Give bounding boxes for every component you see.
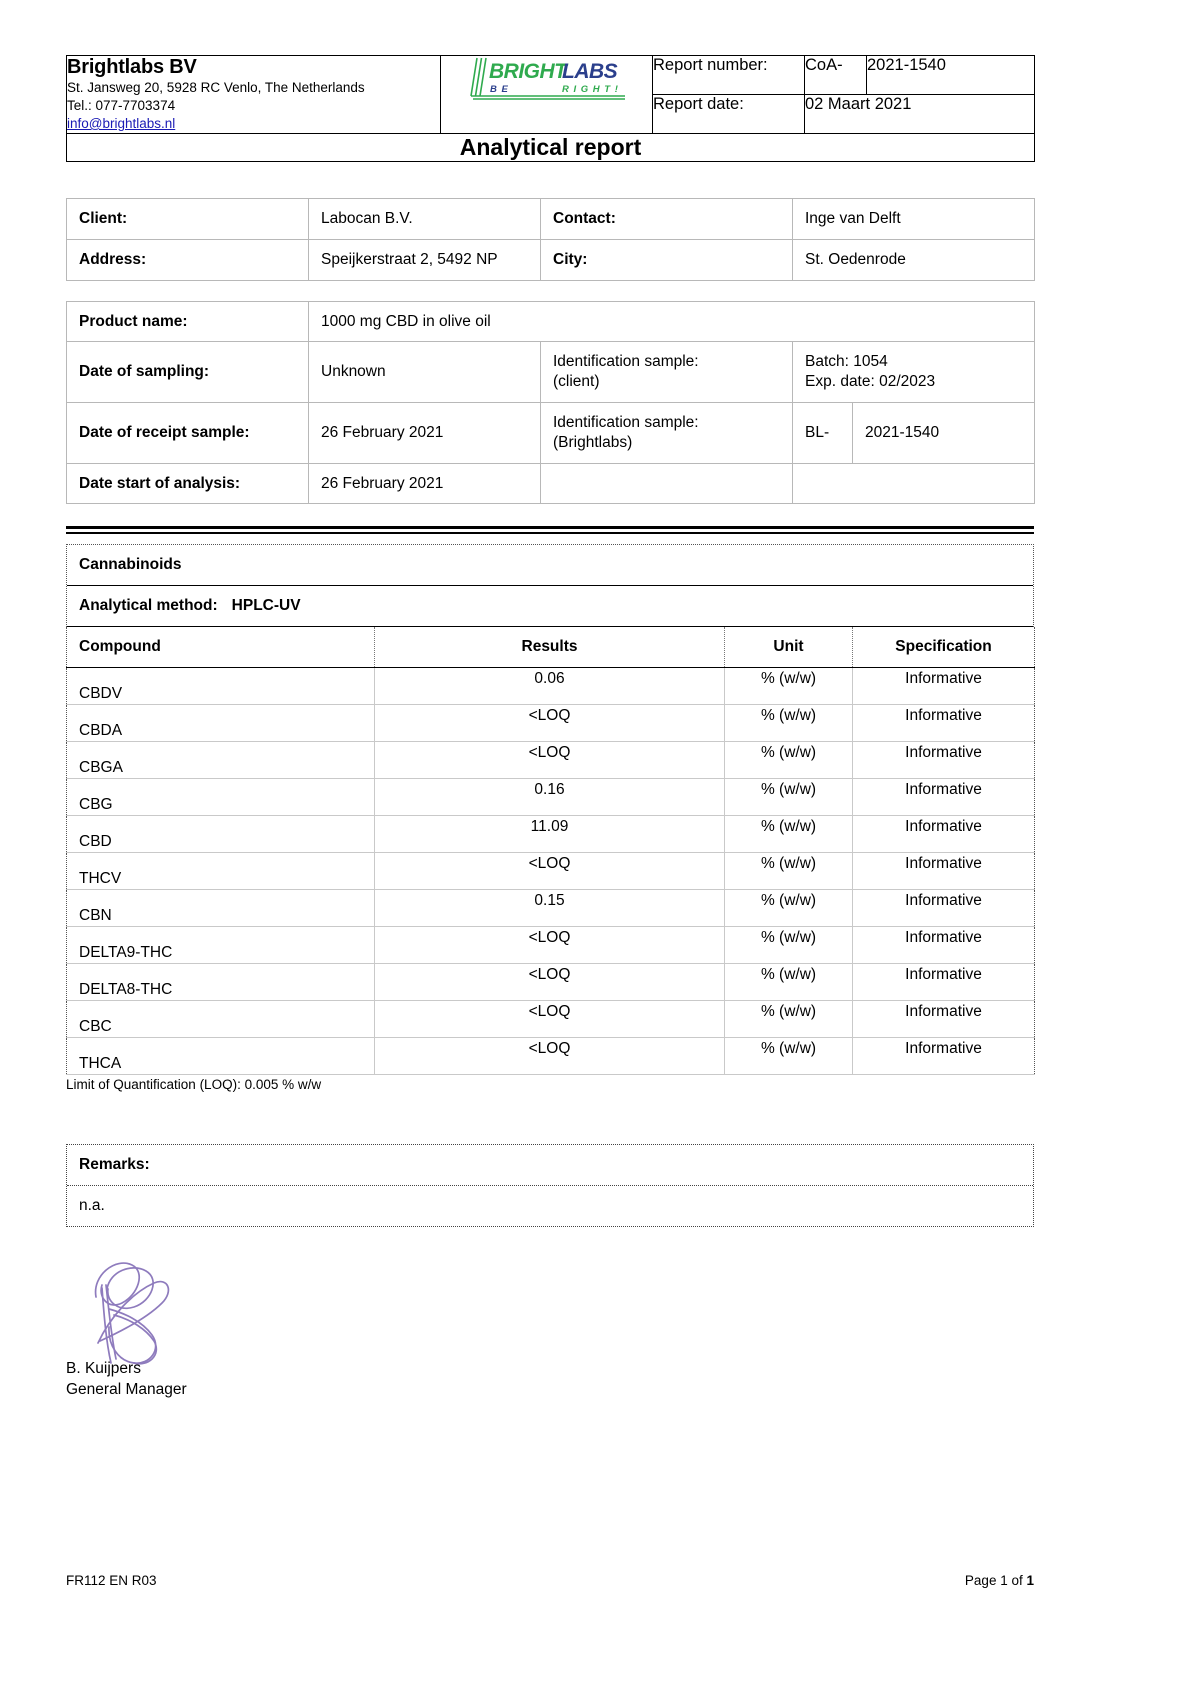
date-of-sampling-value: Unknown bbox=[309, 342, 541, 403]
remarks-label: Remarks: bbox=[67, 1145, 1033, 1186]
company-address: St. Jansweg 20, 5928 RC Venlo, The Netherlands bbox=[67, 80, 365, 95]
table-row bbox=[67, 853, 1035, 890]
table-row bbox=[67, 1001, 1035, 1038]
date-of-receipt-label: Date of receipt sample: bbox=[67, 403, 309, 464]
report-page bbox=[66, 0, 1034, 1398]
contact-label: Contact: bbox=[541, 198, 793, 239]
identification-sample-client-label: Identification sample: bbox=[553, 353, 699, 371]
cell-result: <LOQ bbox=[375, 705, 725, 742]
cell-result: <LOQ bbox=[375, 927, 725, 964]
table-row bbox=[67, 668, 1035, 705]
results-header-row bbox=[67, 627, 1035, 668]
cell-result: 11.09 bbox=[375, 816, 725, 853]
identification-sample-brightlabs-sub: (Brightlabs) bbox=[553, 433, 633, 451]
cell-unit: % (w/w) bbox=[725, 853, 853, 890]
column-header-unit: Unit bbox=[725, 627, 853, 668]
table-row bbox=[67, 890, 1035, 927]
spacer-after-client bbox=[66, 281, 1034, 301]
table-row bbox=[67, 779, 1035, 816]
client-info-table bbox=[66, 198, 1035, 281]
bl-prefix: BL- bbox=[793, 403, 853, 464]
footer-page-text: Page 1 of bbox=[964, 1573, 1027, 1588]
footer-form-code: FR112 EN R03 bbox=[66, 1573, 157, 1588]
date-of-sampling-label: Date of sampling: bbox=[67, 342, 309, 403]
cell-unit: % (w/w) bbox=[725, 964, 853, 1001]
cell-unit: % (w/w) bbox=[725, 1038, 853, 1075]
svg-text:R I G H T !: R I G H T ! bbox=[561, 84, 619, 95]
client-label: Client: bbox=[67, 198, 309, 239]
cell-specification: Informative bbox=[853, 853, 1035, 890]
cell-specification: Informative bbox=[853, 1001, 1035, 1038]
identification-sample-brightlabs-label: Identification sample: bbox=[553, 414, 699, 431]
cell-compound: CBG bbox=[67, 779, 375, 816]
bl-number: 2021-1540 bbox=[853, 403, 1035, 464]
page-footer bbox=[66, 1573, 1034, 1588]
address-value: Speijkerstraat 2, 5492 NP bbox=[309, 239, 541, 280]
company-info-cell bbox=[67, 56, 441, 134]
table-row bbox=[67, 1038, 1035, 1075]
cell-compound: CBD bbox=[67, 816, 375, 853]
batch-number: Batch: 1054 bbox=[805, 353, 888, 371]
cell-specification: Informative bbox=[853, 816, 1035, 853]
cell-specification: Informative bbox=[853, 890, 1035, 927]
cell-specification: Informative bbox=[853, 742, 1035, 779]
cell-result: 0.06 bbox=[375, 668, 725, 705]
date-start-analysis-label: Date start of analysis: bbox=[67, 463, 309, 504]
results-body bbox=[67, 668, 1035, 1075]
company-name: Brightlabs BV bbox=[67, 56, 197, 78]
product-name-value: 1000 mg CBD in olive oil bbox=[309, 301, 1035, 342]
cell-unit: % (w/w) bbox=[725, 890, 853, 927]
report-number-prefix: CoA- bbox=[805, 56, 867, 95]
analytical-method-row bbox=[67, 586, 1033, 627]
table-row bbox=[67, 342, 1035, 403]
signature-area bbox=[66, 1249, 1034, 1398]
cell-unit: % (w/w) bbox=[725, 816, 853, 853]
report-date-value: 02 Maart 2021 bbox=[805, 94, 1035, 133]
table-row bbox=[67, 239, 1035, 280]
cell-result: 0.16 bbox=[375, 779, 725, 816]
cell-compound: THCV bbox=[67, 853, 375, 890]
cell-compound: CBDA bbox=[67, 705, 375, 742]
logo-icon bbox=[467, 56, 627, 100]
city-label: City: bbox=[541, 239, 793, 280]
column-header-specification: Specification bbox=[853, 627, 1035, 668]
document-title-cell bbox=[67, 133, 1035, 161]
cell-specification: Informative bbox=[853, 668, 1035, 705]
contact-value: Inge van Delft bbox=[793, 198, 1035, 239]
analytical-method-label: Analytical method: bbox=[79, 597, 218, 615]
footer-page-number bbox=[965, 1573, 1034, 1588]
signatory-role: General Manager bbox=[66, 1380, 187, 1398]
cell-compound: DELTA8-THC bbox=[67, 964, 375, 1001]
report-date-label: Report date: bbox=[653, 94, 805, 133]
report-header-table bbox=[66, 55, 1035, 162]
cannabinoids-section-header bbox=[66, 544, 1034, 627]
identification-sample-brightlabs-cell bbox=[541, 403, 793, 464]
empty-cell-a bbox=[541, 463, 793, 504]
table-row bbox=[67, 742, 1035, 779]
cell-compound: CBDV bbox=[67, 668, 375, 705]
svg-text:BRIGHT: BRIGHT bbox=[488, 60, 566, 83]
cell-specification: Informative bbox=[853, 705, 1035, 742]
cell-specification: Informative bbox=[853, 964, 1035, 1001]
cell-unit: % (w/w) bbox=[725, 742, 853, 779]
cell-compound: CBGA bbox=[67, 742, 375, 779]
svg-text:LABS: LABS bbox=[561, 60, 617, 83]
table-row bbox=[67, 463, 1035, 504]
svg-text:B E: B E bbox=[489, 84, 509, 95]
address-label: Address: bbox=[67, 239, 309, 280]
cell-compound: THCA bbox=[67, 1038, 375, 1075]
cell-specification: Informative bbox=[853, 779, 1035, 816]
expiry-date: Exp. date: 02/2023 bbox=[805, 373, 936, 391]
cell-compound: CBC bbox=[67, 1001, 375, 1038]
cell-specification: Informative bbox=[853, 927, 1035, 964]
cell-unit: % (w/w) bbox=[725, 927, 853, 964]
spacer-after-header bbox=[66, 162, 1034, 198]
cell-unit: % (w/w) bbox=[725, 779, 853, 816]
cell-unit: % (w/w) bbox=[725, 668, 853, 705]
cell-unit: % (w/w) bbox=[725, 1001, 853, 1038]
analytical-method-value: HPLC-UV bbox=[231, 597, 301, 615]
page-title: Analytical report bbox=[459, 133, 642, 160]
cell-compound: CBN bbox=[67, 890, 375, 927]
column-header-compound: Compound bbox=[67, 627, 375, 668]
product-name-label: Product name: bbox=[67, 301, 309, 342]
table-row bbox=[67, 301, 1035, 342]
cell-result: <LOQ bbox=[375, 742, 725, 779]
company-phone: Tel.: 077-7703374 bbox=[67, 97, 176, 113]
cell-result: <LOQ bbox=[375, 1001, 725, 1038]
table-row bbox=[67, 964, 1035, 1001]
identification-sample-client-sub: (client) bbox=[553, 373, 600, 391]
cannabinoids-title: Cannabinoids bbox=[67, 545, 1033, 586]
batch-info-cell bbox=[793, 342, 1035, 403]
logo-svg bbox=[467, 56, 627, 100]
cannabinoids-results-table bbox=[66, 627, 1035, 1075]
column-header-results: Results bbox=[375, 627, 725, 668]
table-row bbox=[67, 816, 1035, 853]
company-email-link[interactable]: info@brightlabs.nl bbox=[67, 115, 176, 131]
footer-page-value: 1 bbox=[1026, 1573, 1034, 1588]
brightlabs-logo bbox=[441, 56, 653, 134]
date-of-receipt-value: 26 February 2021 bbox=[309, 403, 541, 464]
table-row bbox=[67, 198, 1035, 239]
remarks-value: n.a. bbox=[79, 1196, 105, 1214]
section-separator bbox=[66, 526, 1034, 534]
cell-result: 0.15 bbox=[375, 890, 725, 927]
identification-sample-client-cell bbox=[541, 342, 793, 403]
date-start-analysis-value: 26 February 2021 bbox=[309, 463, 541, 504]
report-number-value: 2021-1540 bbox=[867, 56, 1035, 95]
cell-result: <LOQ bbox=[375, 964, 725, 1001]
cell-unit: % (w/w) bbox=[725, 705, 853, 742]
client-value: Labocan B.V. bbox=[309, 198, 541, 239]
table-row bbox=[67, 705, 1035, 742]
cell-specification: Informative bbox=[853, 1038, 1035, 1075]
product-info-table bbox=[66, 301, 1035, 505]
loq-note: Limit of Quantification (LOQ): 0.005 % w/w bbox=[66, 1077, 322, 1093]
empty-cell-b bbox=[793, 463, 1035, 504]
cell-result: <LOQ bbox=[375, 853, 725, 890]
table-row bbox=[67, 927, 1035, 964]
signatory-name: B. Kuijpers bbox=[66, 1359, 141, 1377]
cell-compound: DELTA9-THC bbox=[67, 927, 375, 964]
city-value: St. Oedenrode bbox=[793, 239, 1035, 280]
report-number-label: Report number: bbox=[653, 56, 805, 95]
cell-result: <LOQ bbox=[375, 1038, 725, 1075]
table-row bbox=[67, 403, 1035, 464]
remarks-box bbox=[66, 1144, 1034, 1227]
